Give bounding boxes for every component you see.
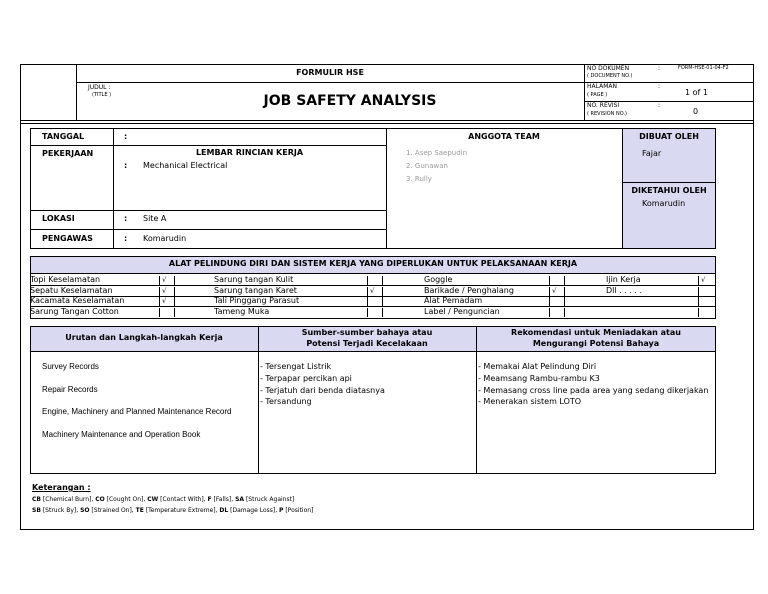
diketahui-value: Komarudin — [642, 199, 686, 208]
note-desc: [Strained On], — [89, 507, 136, 514]
apd-checkbox[interactable] — [698, 297, 714, 306]
title-label: (TITLE ) — [92, 92, 112, 98]
title-divider — [76, 82, 584, 83]
pengawas-value: Komarudin — [143, 234, 187, 243]
diketahui-title: DIKETAHUI OLEH — [631, 186, 707, 195]
note-code: SO — [80, 507, 90, 514]
tanggal-colon: : — [124, 132, 128, 141]
info-box — [30, 128, 716, 249]
pekerjaan-value: Mechanical Electrical — [143, 161, 228, 170]
note-code: SB — [32, 507, 41, 514]
team-divider — [386, 128, 387, 249]
recommendation-item: - Memakai Alat Pelindung Diri — [478, 362, 597, 371]
apd-item: Kacamata Keselamatan — [30, 296, 125, 305]
apd-item: Tali Pinggang Parasut — [214, 296, 300, 305]
apd-title-rule — [30, 273, 716, 274]
apd-checkbox[interactable] — [159, 308, 175, 317]
rev-value: 0 — [693, 107, 699, 116]
note-desc: [Struck Against] — [244, 496, 295, 503]
note-code: P — [279, 507, 284, 514]
doc-no-value: FORM-HSE-01-04-F2 — [678, 65, 729, 71]
apd-row-rule — [30, 306, 716, 307]
apd-title: ALAT PELINDUNG DIRI DAN SISTEM KERJA YANG DIPERLUKAN UNTUK PELAKSANAAN KERJA — [168, 259, 578, 268]
apd-item: Sarung tangan Karet — [214, 286, 297, 295]
main-title: JOB SAFETY ANALYSIS — [263, 93, 437, 109]
note-code: TE — [135, 507, 144, 514]
rev-colon: : — [658, 102, 661, 109]
work-step: Survey Records — [42, 362, 99, 371]
lokasi-label: LOKASI — [42, 214, 75, 223]
hazard-item: - Tersengat Listrik — [260, 362, 332, 371]
analysis-table — [30, 326, 716, 474]
dibuat-value: Fajar — [642, 149, 662, 158]
team-title: ANGGOTA TEAM — [468, 132, 540, 141]
doc-no-sub: ( DOCUMENT NO.) — [587, 73, 633, 79]
apd-item: Sarung Tangan Cotton — [30, 307, 119, 316]
apd-item: Label / Penguncian — [424, 307, 500, 316]
team-member: 2. Gunawan — [406, 162, 448, 170]
pekerjaan-colon: : — [124, 161, 128, 170]
apd-item: Tameng Muka — [214, 307, 270, 316]
apd-checkbox[interactable]: √ — [159, 297, 175, 306]
approval-rule — [622, 182, 716, 183]
apd-item: Sarung tangan Kulit — [214, 275, 294, 284]
note-desc: [Struck By], — [40, 507, 81, 514]
apd-checkbox[interactable] — [549, 276, 565, 285]
judul-label: JUDUL : — [88, 84, 111, 91]
pekerjaan-label: PEKERJAAN — [42, 149, 94, 158]
col-recommend-header: Rekomendasi untuk Meniadakan atau — [511, 328, 681, 337]
notes-line-2 — [32, 508, 313, 514]
col-hazards-header: Potensi Terjadi Kecelakaan — [306, 339, 428, 348]
header-bottom-rule — [20, 120, 754, 121]
team-member: 1. Asep Saepudin — [406, 149, 468, 157]
work-step: Machinery Maintenance and Operation Book — [42, 430, 201, 439]
note-desc: [Chemical Burn], — [40, 496, 96, 503]
work-step: Engine, Machinery and Planned Maintenance Record — [42, 407, 232, 416]
apd-checkbox[interactable] — [698, 287, 714, 296]
apd-item: Ijin Kerja — [606, 275, 641, 284]
note-code: SA — [235, 496, 245, 503]
apd-item: Sepatu Keselamatan — [30, 286, 113, 295]
note-code: CW — [147, 496, 159, 503]
doc-no-label: NO DOKUMEN — [587, 65, 630, 72]
note-desc: [Contact With], — [158, 496, 208, 503]
lembar-title: LEMBAR RINCIAN KERJA — [195, 148, 304, 157]
page-value: 1 of 1 — [685, 88, 708, 97]
col-hazards-header: Sumber-sumber bahaya atau — [301, 328, 433, 337]
note-code: CO — [95, 496, 105, 503]
dibuat-title: DIBUAT OLEH — [639, 132, 699, 141]
doc-info-divider — [584, 64, 585, 120]
recommendation-item: - Meamsang Rambu-rambu K3 — [478, 374, 600, 383]
note-desc: [Cought On], — [104, 496, 148, 503]
apd-checkbox[interactable]: √ — [159, 276, 175, 285]
note-code: CB — [32, 496, 41, 503]
doc-no-colon: : — [658, 65, 661, 72]
recommendation-item: - Memasang cross line pada area yang sedang dikerjakan — [478, 386, 709, 395]
apd-checkbox[interactable] — [367, 308, 383, 317]
hazard-item: - Tersandung — [260, 397, 312, 406]
col-steps-header: Urutan dan Langkah-langkah Kerja — [65, 333, 223, 342]
apd-checkbox[interactable]: √ — [159, 287, 175, 296]
info-rule-1 — [30, 145, 386, 146]
apd-item: Alat Pemadam — [424, 296, 483, 305]
page-label: HALAMAN — [587, 83, 617, 90]
page-sub: ( PAGE ) — [587, 92, 608, 98]
apd-checkbox[interactable] — [549, 297, 565, 306]
apd-item: Goggle — [424, 275, 453, 284]
label-divider — [113, 128, 114, 249]
recommendation-item: - Menerakan sistem LOTO — [478, 397, 582, 406]
note-desc: [Position] — [283, 507, 314, 514]
team-member: 3. Rully — [406, 175, 432, 183]
apd-checkbox[interactable] — [698, 308, 714, 317]
lokasi-colon: : — [124, 214, 128, 223]
apd-checkbox[interactable]: √ — [698, 276, 714, 285]
hazard-item: - Terjatuh dari benda diatasnya — [260, 386, 385, 395]
info-rule-2 — [30, 210, 386, 211]
analysis-col-divider-2 — [476, 326, 477, 474]
notes-line-1 — [32, 497, 294, 503]
apd-checkbox[interactable]: √ — [549, 287, 565, 296]
rev-label: NO. REVISI — [587, 102, 620, 109]
note-desc: [Falls], — [211, 496, 236, 503]
apd-checkbox[interactable] — [367, 276, 383, 285]
lokasi-value: Site A — [143, 214, 167, 223]
apd-item: Topi Keselamatan — [30, 275, 101, 284]
pengawas-colon: : — [124, 234, 128, 243]
info-rule-3 — [30, 229, 386, 230]
page-colon: : — [658, 83, 661, 90]
header-double-rule — [20, 123, 754, 124]
form-title: FORMULIR HSE — [296, 68, 364, 77]
notes-title: Keterangan : — [32, 483, 91, 492]
note-code: DL — [219, 507, 229, 514]
apd-item: Dll . . . . . — [606, 286, 643, 295]
analysis-col-divider-1 — [258, 326, 259, 474]
col-recommend-header: Mengurangi Potensi Bahaya — [532, 339, 660, 348]
hazard-item: - Terpapar percikan api — [260, 374, 352, 383]
analysis-header-rule — [30, 351, 716, 352]
note-desc: [Damage Loss], — [228, 507, 280, 514]
note-code: F — [207, 496, 212, 503]
note-desc: [Temperature Extreme], — [143, 507, 220, 514]
work-step: Repair Records — [42, 385, 98, 394]
apd-checkbox[interactable] — [367, 297, 383, 306]
apd-checkbox[interactable]: √ — [367, 287, 383, 296]
apd-checkbox[interactable] — [549, 308, 565, 317]
tanggal-label: TANGGAL — [42, 132, 85, 141]
rev-sub: ( REVISION NO.) — [587, 111, 627, 117]
apd-item: Barikade / Penghalang — [424, 286, 514, 295]
pengawas-label: PENGAWAS — [42, 234, 93, 243]
